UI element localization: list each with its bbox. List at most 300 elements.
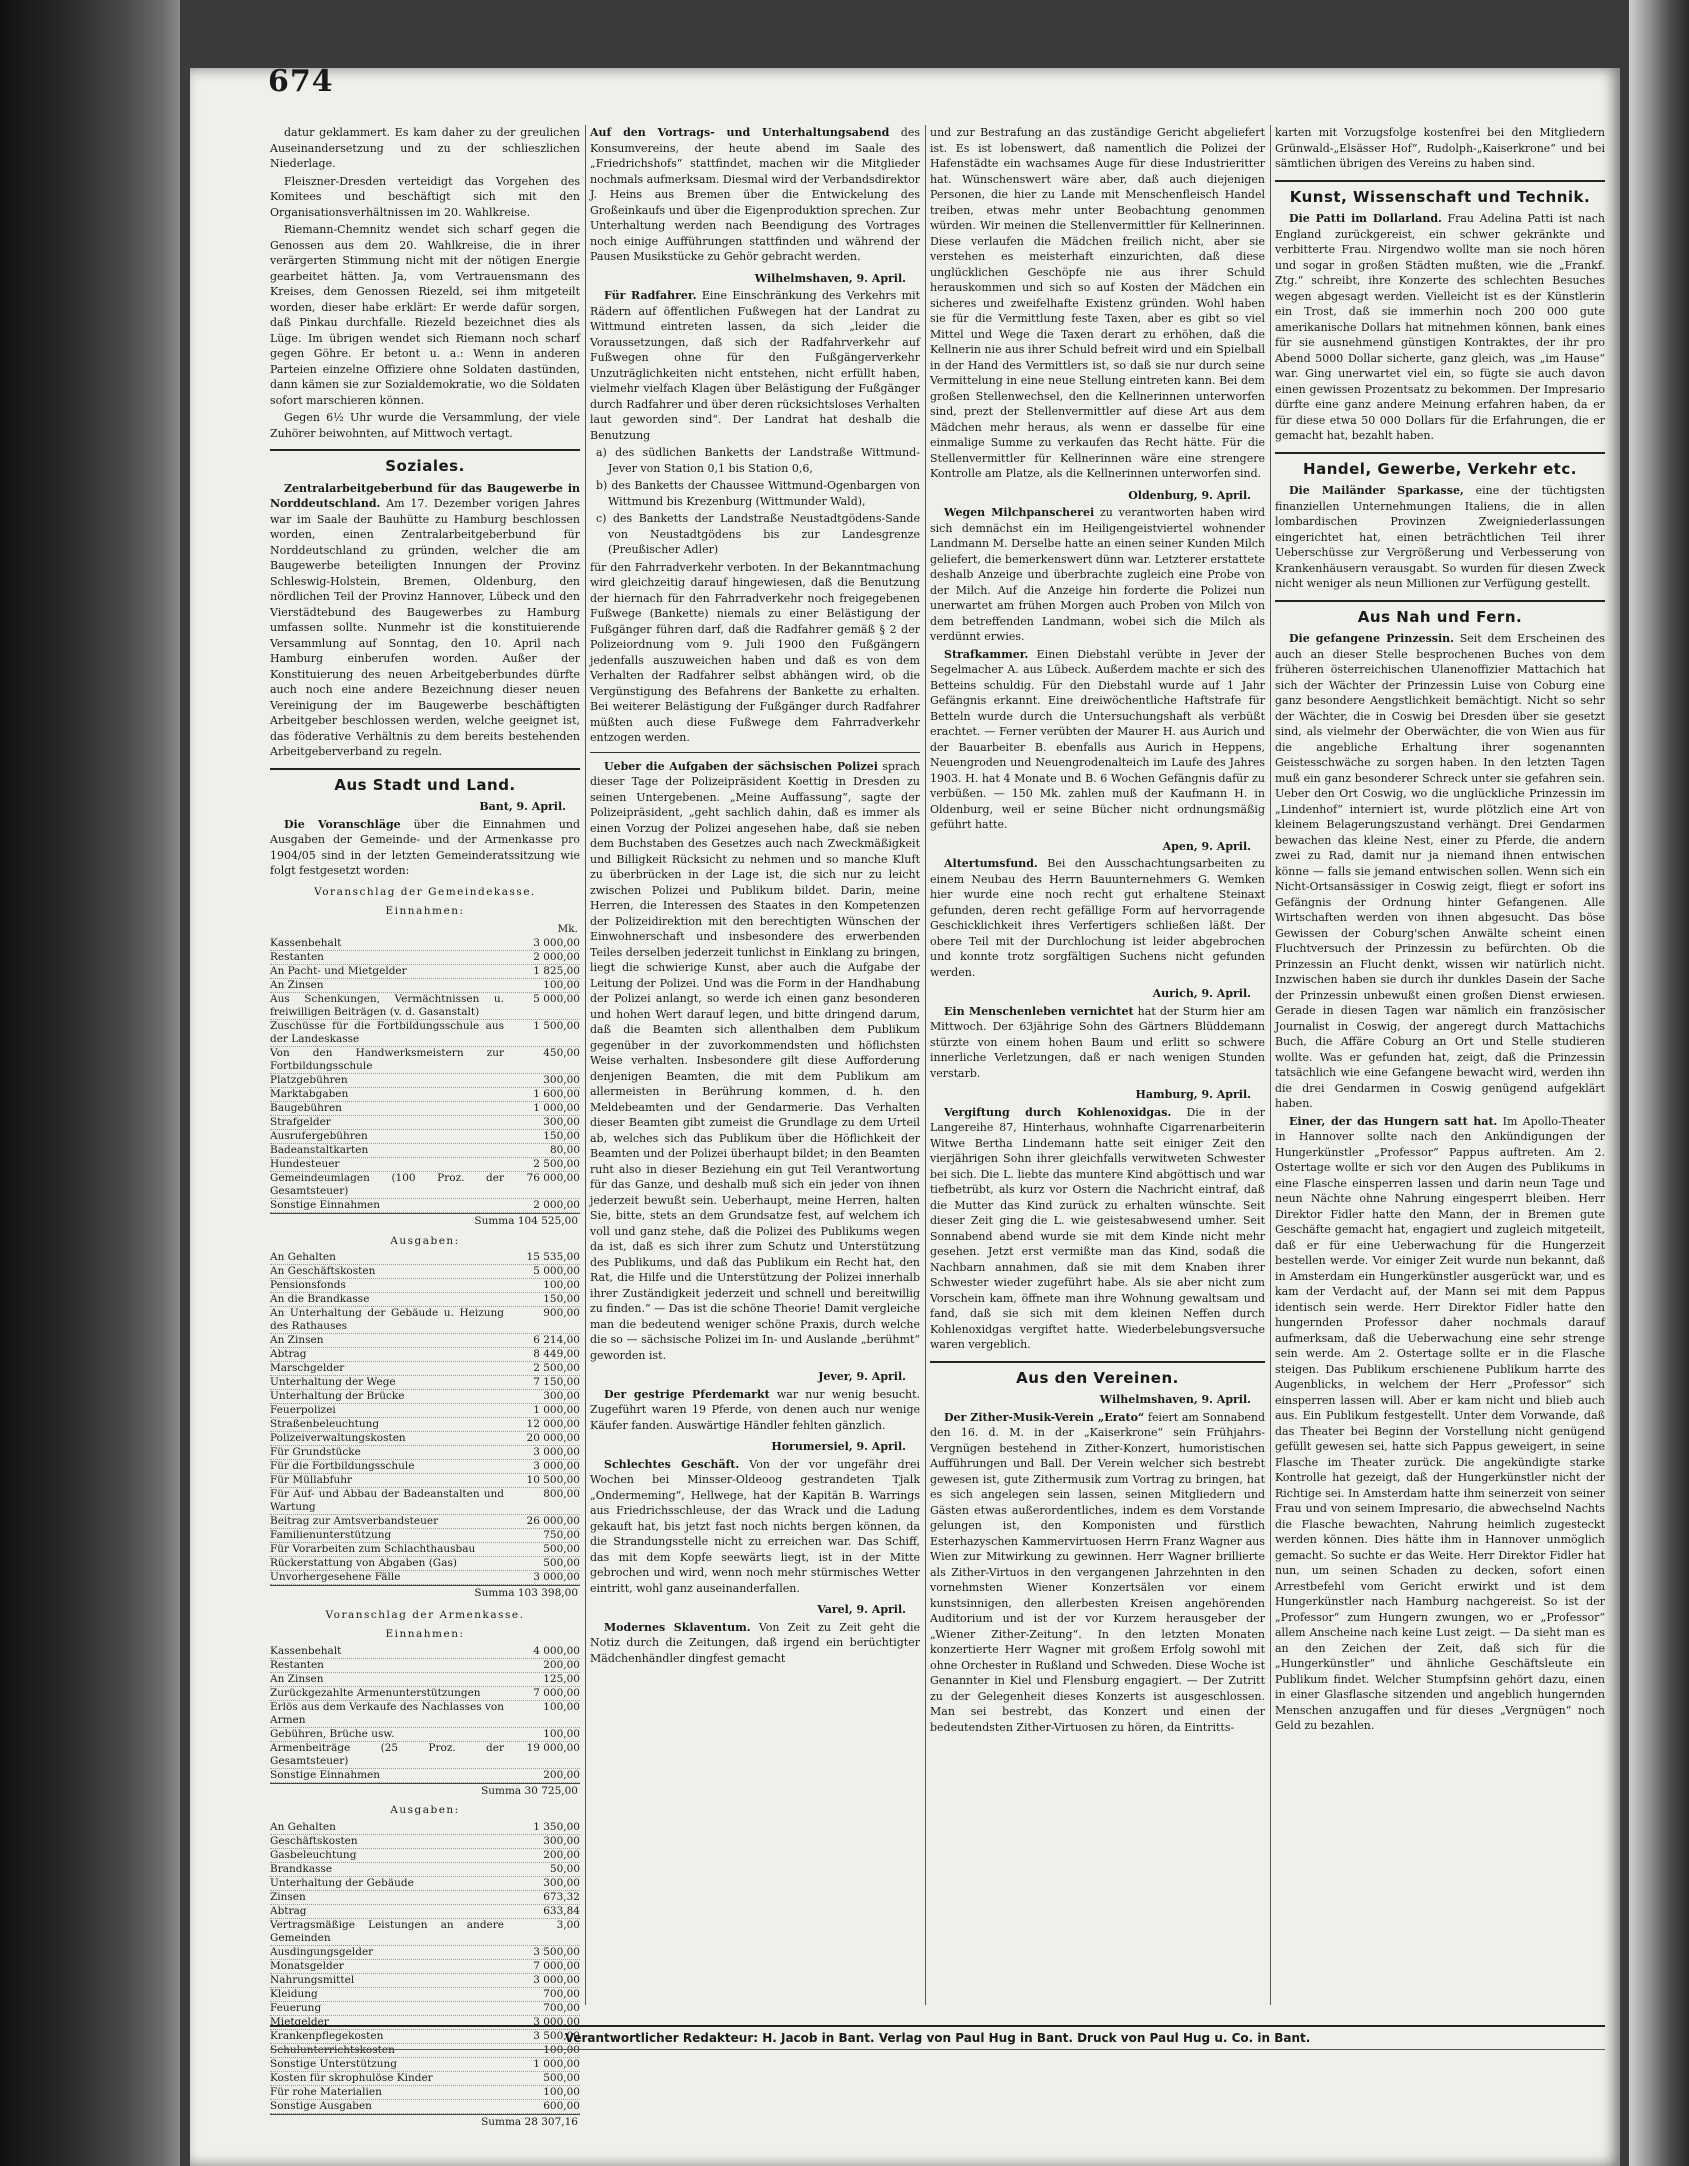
budget-row [270, 1199, 580, 1213]
budget-item: An Pacht- und Mietgelder [270, 965, 407, 977]
dateline: Hamburg, 9. April. [1135, 1088, 1251, 1101]
budget-item: Straßenbeleuchtung [270, 1418, 380, 1430]
budget-row [270, 1543, 580, 1557]
budget-amount: 2 500,00 [533, 1362, 580, 1374]
budget-row [270, 1946, 580, 1960]
budget-item: Für rohe Materialien [270, 2085, 382, 2098]
budget-row [270, 1645, 580, 1659]
budget-item: An Zinsen [270, 1334, 324, 1346]
budget-amount: 150,00 [543, 1293, 580, 1305]
budget-item: An Zinsen [270, 979, 324, 991]
budget-row [270, 1265, 580, 1279]
budget-amount: 3,00 [556, 1918, 580, 1931]
budget-item: Sonstige Unterstützung [270, 2057, 397, 2070]
budget-row [270, 1891, 580, 1905]
budget-sum: Summa 28 307,16 [270, 2114, 580, 2131]
budget-item: Mietgelder [270, 2015, 329, 2028]
budget-amount: 200,00 [543, 1848, 580, 1861]
article-title: Die Voranschläge [284, 817, 401, 831]
column-4 [1275, 125, 1605, 2005]
section-heading-soziales: Soziales. [270, 449, 580, 475]
budget-item: An Gehalten [270, 1251, 336, 1263]
budget-item: Restanten [270, 951, 324, 963]
budget-row [270, 2086, 580, 2100]
article [930, 1105, 1265, 1353]
column-3 [930, 125, 1265, 2005]
budget-amount: 300,00 [543, 1390, 580, 1402]
section-heading-handel: Handel, Gewerbe, Verkehr etc. [1275, 452, 1605, 478]
budget-row [270, 1404, 580, 1418]
budget-amount: 300,00 [543, 1876, 580, 1889]
budget-row [270, 1863, 580, 1877]
budget-item: Geschäftskosten [270, 1834, 358, 1847]
budget-row [270, 1769, 580, 1783]
budget-amount: 7 000,00 [533, 1959, 580, 1972]
budget-item: Rückerstattung von Abgaben (Gas) [270, 1557, 457, 1569]
budget-item: Erlös aus dem Verkaufe des Nachlasses von Armen [270, 1700, 504, 1726]
budget-row [270, 1293, 580, 1307]
budget-amount: 3 000,00 [533, 1460, 580, 1472]
list-item: c) des Banketts der Landstraße Neustadtgödens-Sande von Neustadtgödens bis zur Landesgrenze (Preußischer Adler) [596, 512, 920, 556]
intro-paragraphs [270, 125, 580, 441]
article-text: Von der vor ungefähr drei Wochen bei Minsser-Oldeoog gestrandeten Tjalk „Ondermeming“, Hellwege, hat der Kapitän B. Warrings aus Friedrichsschleuse, der das Wrack und die Ladung gekauft hat, bis jetzt fast noch nichts bergen können, da die Strandungsstelle nicht zu erreichen war. Das Schiff, das mit dem Kopfe seewärts liegt, ist in der Mitte gebrochen und wird, wenn noch mehr stürmisches Wetter eintritt, wohl ganz auseinanderfallen. [590, 1457, 920, 1595]
budget-row [270, 1116, 580, 1130]
budget-row [270, 1821, 580, 1835]
budget-item: Feuerung [270, 2001, 322, 2014]
dateline: Aurich, 9. April. [1152, 987, 1251, 1000]
budget-row [270, 1659, 580, 1673]
budget-amount: 1 000,00 [533, 1404, 580, 1416]
budget-title: Voranschlag der Armenkasse. [325, 1608, 525, 1621]
budget-row [270, 2072, 580, 2086]
budget-item: Für Grundstücke [270, 1446, 361, 1458]
budget-item: Beitrag zur Amtsverbandsteuer [270, 1515, 439, 1527]
article-title: Modernes Sklaventum. [604, 1620, 751, 1634]
dateline: Wilhelmshaven, 9. April. [754, 271, 906, 285]
budget-row [270, 1701, 580, 1728]
budget-row [270, 1390, 580, 1404]
budget-amount: 12 000,00 [526, 1418, 580, 1430]
budget-row [270, 1251, 580, 1265]
budget-item: Kleidung [270, 1987, 318, 2000]
budget-amount: 3 000,00 [533, 1973, 580, 1986]
article-text: sprach dieser Tage der Polizeipräsident Koettig in Dresden zu seinen Untergebenen. „Meine Auffassung“, sagte der Polizeipräsident, „geht sachlich dahin, daß es immer als einen Vorzug der Polizei angesehen habe, daß sie neben dem Buchstaben des Gesetzes auch nach Zweckmäßigkeit und Billigkeit Rücksicht zu nehmen und so manche Kluft zu überbrücken in der Lage ist, die sich nur zu leicht zwischen Polizei und Publikum bildet. Darin, meine Herren, die Interessen des Staates in den Kompetenzen der Polizeidirektion mit den berechtigten Wünschen der Einwohnerschaft und insbesondere des erwerbenden Teiles derselben jederzeit tunlichst in Einklang zu bringen, liegt die schwierige Kunst, aber auch die Aufgabe der Leitung der Polizei. Und was die Form in der Handhabung der Polizei anlangt, so werde ich einen ganz besonderen und hohen Wert darauf legen, und bitte dringend darum, daß die Beamten sich allenthalben dem Publikum gegenüber in der zuvorkommendsten und höflichsten Weise verhalten. Insbesondere gilt diese Aufforderung denjenigen Beamten, die mit dem Publikum am allermeisten in Berührung kommen, d. h. den Meldebeamten und der Gendarmerie. Das Verhalten dieser Beamten gibt zumeist die Grundlage zu dem Urteil ab, welches sich das Publikum über die Höflichkeit der Beamten und der Polizei überhaupt bildet; in den Beamten ruht also in dieser Beziehung ein gut Teil Verantwortung für das Ganze, und deshalb muß sich ein jeder von ihnen jederzeit bewußt sein. Ueberhaupt, meine Herren, halten Sie, bitte, stets an dem Grundsatze fest, auf welchem ich voll und ganz stehe, daß die Polizei des Publikums wegen da ist, daß es sich ihrer zum Schutz und Unterstützung des Publikums, und daß das Publikum ein Recht hat, den Rat, die Hilfe und die Unterstützung der Polizei innerhalb ihrer Zuständigkeit jederzeit und schnell und bereitwillig zu finden.“ — Das ist die schöne Theorie! Damit vergleiche man die bedeutend weniger schöne Praxis, durch welche die so — sächsische Polizei im In- und Auslande „berühmt“ geworden ist. [590, 759, 921, 1362]
budget-amount: 300,00 [543, 1116, 580, 1128]
budget-amount: 6 214,00 [533, 1334, 580, 1346]
budget-item: An Gehalten [270, 1820, 336, 1833]
budget-amount: 1 500,00 [533, 1020, 580, 1032]
article-title: Ueber die Aufgaben der sächsischen Polizei [604, 759, 878, 773]
budget-amount: 150,00 [543, 1130, 580, 1142]
article-title: Der gestrige Pferdemarkt [604, 1387, 770, 1401]
budget-rows [270, 1821, 580, 2114]
section-heading-stadt: Aus Stadt und Land. [270, 768, 580, 794]
budget-amount: 19 000,00 [526, 1741, 580, 1754]
budget-item: Für Vorarbeiten zum Schlachthausbau [270, 1543, 476, 1555]
budget-row [270, 1172, 580, 1199]
section-heading-kunst: Kunst, Wissenschaft und Technik. [1275, 180, 1605, 206]
article-title: Ein Menschenleben vernichtet [944, 1004, 1134, 1018]
budget-amount: 750,00 [543, 1529, 580, 1541]
book-binding [0, 0, 180, 2166]
article-title: Altertumsfund. [944, 857, 1038, 870]
imprint-footer: Verantwortlicher Redakteur: H. Jacob in Bant. Verlag von Paul Hug in Bant. Druck von Paul Hug u. Co. in Bant. [270, 2025, 1605, 2050]
budget-item: Unvorhergesehene Fälle [270, 1571, 401, 1583]
article-title: Vergiftung durch Kohlenoxidgas. [944, 1105, 1172, 1119]
budget-item: Abtrag [270, 1904, 307, 1917]
article-text: hat der Sturm hier am Mittwoch. Der 63jährige Sohn des Gärtners Blüddemann stürzte von einem hohen Baum und erlitt so schwere innerliche Verletzungen, daß er nach wenigen Stunden verstarb. [930, 1004, 1266, 1080]
income-label: Einnahmen: [385, 1628, 465, 1640]
budget-sum: Summa 104 525,00 [270, 1213, 580, 1230]
budget-row [270, 1362, 580, 1376]
article-text: zu verantworten haben wird sich demnächst ein im Heiligengeistviertel wohnender Landmann M. Derselbe hatte an einen seiner Kunden Milch geliefert, die bemerkenswert dünn war. Letzterer erstattete deshalb Anzeige und überbrachte zugleich eine Probe von der Milch. Auf die Anzeige hin forderte die Polizei nun unerwartet am frühen Morgen auch Proben von Milch von dem betreffenden Landmann, wobei sich die Milch als verdünnt erwies. [930, 506, 1265, 643]
budget-item: Aus Schenkungen, Vermächtnissen u. freiwilligen Beiträgen (v. d. Gasanstalt) [270, 993, 504, 1018]
dateline: Oldenburg, 9. April. [1128, 488, 1251, 502]
expense-label: Ausgaben: [390, 1804, 460, 1816]
budget-row [270, 1020, 580, 1047]
budget-amount: 3 000,00 [533, 2015, 580, 2028]
budget-item: Nahrungsmittel [270, 1973, 355, 1986]
budget-row [270, 1047, 580, 1074]
budget-row [270, 1158, 580, 1172]
list-item: b) des Banketts der Chaussee Wittmund-Ogenbargen von Wittmund bis Krezenburg (Wittmunder Wald), [596, 479, 920, 508]
budget-amount: 50,00 [549, 1862, 580, 1875]
dateline: Jever, 9. April. [818, 1370, 906, 1383]
budget-item: Hundesteuer [270, 1158, 340, 1170]
dateline: Varel, 9. April. [817, 1603, 906, 1616]
budget-row [270, 1418, 580, 1432]
article-list [590, 445, 920, 558]
column-rule [1270, 125, 1271, 2005]
budget-sum: Summa 103 398,00 [270, 1585, 580, 1602]
budget-row [270, 1571, 580, 1585]
section-heading-vereine: Aus den Vereinen. [930, 1361, 1265, 1387]
budget-amount: 3 000,00 [533, 1446, 580, 1458]
article-title: Die Patti im Dollarland. [1289, 212, 1442, 225]
article-title: Die Mailänder Sparkasse, [1289, 484, 1464, 497]
budget-amount: 1 000,00 [533, 2057, 580, 2070]
budget-sum: Summa 30 725,00 [270, 1783, 580, 1800]
article [1275, 1114, 1605, 1734]
budget-item: Baugebühren [270, 1102, 342, 1114]
article [590, 1387, 920, 1434]
article-title: Einer, der das Hungern satt hat. [1289, 1114, 1498, 1128]
budget-item: Zinsen [270, 1890, 306, 1903]
budget-amount: 15 535,00 [526, 1251, 580, 1263]
article-text: Die in der Langereihe 87, Hinterhaus, wohnhafte Cigarrenarbeiterin Witwe Bertha Lindemann hatte seit einiger Zeit den vierjährigen Sohn ihrer gleichfalls verwitweten Schwester bei sich. Die L. liebte das muntere Kind abgöttisch und war tiefbetrübt, als kurz vor Ostern die Nachricht eintraf, daß die Mutter das Kind zurück zu erhalten wünschte. Seit dieser Zeit ging die L. wie geistesabwesend umher. Seit Sonnabend abend wurde sie mit dem Kinde nicht mehr gesehen. Jetzt erst vermißte man das Kind, sodaß die Nachbarn annahmen, daß sie mit dem Knaben ihrer Schwester wieder zugeführt habe. Als sie aber nicht zum Vorschein kam, öffnete man ihre Wohnung gewaltsam und fand, daß sie sich mit dem kleinen Neffen durch Kohlenoxidgas vergiftet hatte. Wiederbelebungsversuche waren vergeblich. [930, 1105, 1265, 1351]
article [270, 817, 580, 879]
budget-row [270, 1432, 580, 1446]
article-title: Die gefangene Prinzessin. [1289, 632, 1454, 645]
budget-item: Gebühren, Brüche usw. [270, 1727, 395, 1740]
budget-amount: 3 000,00 [533, 937, 580, 949]
budget-amount: 1 350,00 [533, 1820, 580, 1833]
budget-item: Krankenpflegekosten [270, 2029, 384, 2042]
budget-item: Unterhaltung der Brücke [270, 1390, 405, 1402]
article-paragraph: Gegen 6½ Uhr wurde die Versammlung, der viele Zuhörer beiwohnten, auf Mittwoch vertagt. [270, 411, 580, 440]
budget-row [270, 965, 580, 979]
budget-item: An Zinsen [270, 1672, 324, 1685]
column-rule [585, 125, 586, 2005]
article-text: Im Apollo-Theater in Hannover sollte nach den Ankündigungen der Hungerkünstler „Professor“ Pappus auftreten. Am 2. Ostertage wollte er sich vor den Augen des Publikums in eine Flasche einsperren lassen und darin neun Tage und neun Nächte ohne Nahrung eingesperrt bleiben. Herr Direktor Fidler hatte den Mann, der in Bremen gute Geschäfte gemacht hat, engagiert und zugleich mitgeteilt, daß er für eine Ueberwachung für die Hungerzeit bestellen werde. Vor einiger Zeit wurde nun bekannt, daß in Amsterdam ein Hungerkünstler ausgerückt war, und es kam der Verdacht auf, der Mann sei mit dem Pappus identisch sein werde. Herr Direktor Fidler hatte den hungernden Professor daher nochmals darauf aufmerksam, daß die Ueberwachung eine sehr strenge sein werde. Am 2. Ostertage sollte er in die Flasche steigen. Das Publikum erschienene Publikum harrte des Augenblicks, in welchem der Herr „Professor“ sich einsperren lassen will. Aber er kam nicht und blieb auch aus. Ein Publikum festgestellt. Unter dem Vorwande, daß das Theater bei Beginn der Vorstellung nicht genügend gefüllt gewesen sei, hatte sich Pappus geweigert, in seine Flasche im Theater zurück. Die angekündigte starke Kontrolle hat gezeigt, daß der Hungerkünstler nicht der Richtige sei. In Amsterdam hatte ihm seinerzeit von seiner Frau und von seinem Impresario, die abwechselnd Nachts die Flasche bewachten, Nahrung heimlich zugesteckt werden können. Dies hätte ihm in Hannover unmöglich gemacht. So suchte er das Weite. Herr Direktor Fidler hat nun, um seinen Schaden zu decken, sofort einen Arrestbefehl vom Gericht erwirkt und ist dem Hungerkünstler nach Hamburg nachgereist. So ist der „Professor“ zum Hungern zwungen, wo er „Professor“ allem Anscheine nach keine Lust zeigt. — Da sieht man es an den Zeichen der Zeit, daß sich für die „Hungerkünstler“ und ähnliche Geschäftsleute ein Publikum findet. Welcher Stumpfsinn gehört dazu, einen in einer Glasflasche sitzenden und angeblich hungernden Menschen anzugaffen und für dieses „Vergnügen“ noch Geld zu bezahlen. [1275, 1114, 1606, 1732]
column-1 [270, 125, 580, 2128]
budget-item: Sonstige Ausgaben [270, 2099, 372, 2112]
budget-amount: 100,00 [543, 2043, 580, 2056]
article-text: und zur Bestrafung an das zuständige Gericht abgeliefert ist. Es ist lobenswert, daß namentlich die Polizei der Hafenstädte ein wachsames Auge für diese Industrieritter hat. Wünschenswert wäre aber, daß auch diejenigen Personen, die hier zu Lande mit Menschenfleisch Handel treiben, etwas mehr unter Beobachtung genommen würden. Wir meinen die Stellenvermittler für Kellnerinnen. Diese verlaufen die Mädchen freilich nicht, aber sie verstehen es meisterhaft einzurichten, daß diese unglücklichen Geschöpfe nie aus ihrer Schuld herauskommen und sich so auf Kosten der Mädchen ein sicheres und zweifelhafte Existenz gründen. Wohl haben sie für die Vermittlung feste Taxen, aber es gibt so viel Mittel und Wege die Taxen derart zu erhöhen, daß die Kellnerin nie aus ihrer Schuld befreit wird und ein Spielball in der Hand des Vermittlers ist, so daß sie nur durch seine Vermittelung in eine neue Stellung eintreten kann. Bei dem großen Stellenwechsel, den die Kellnerinnen unterworfen sind, prezt der Stellenvermittler auf diese Art aus dem Mädchen mehr heraus, als wenn er dasselbe für eine einmalige Summe zu verkaufen das Recht hätte. Für die Stellenvermittler für Kellnerinnen wäre eine strengere Kontrolle am Platze, als die Kellnerinnen unterworfen sind. [930, 126, 1265, 480]
budget-rows [270, 937, 580, 1213]
article-title: Strafkammer. [944, 647, 1029, 661]
article [930, 856, 1265, 980]
article-text: eine der tüchtigsten finanziellen Unternehmungen Italiens, die in allen lombardischen Provinzen Zweigniederlassungen eingerichtet hat, einen beträchtlichen Teil ihrer Ueberschüsse zur Vergrößerung und Verbesserung von Krankenhäusern verausgabt. So wurden für diesen Zweck nicht weniger als neun Millionen zur Verfügung gestellt. [1275, 484, 1605, 590]
budget-row [270, 2002, 580, 2016]
expense-label: Ausgaben: [390, 1234, 460, 1247]
budget-row [270, 1687, 580, 1701]
budget-amount: 125,00 [543, 1672, 580, 1685]
article [590, 759, 920, 1364]
article [590, 1457, 920, 1597]
budget-row [270, 1728, 580, 1742]
budget-item: Pensionsfonds [270, 1279, 346, 1291]
budget-row [270, 1974, 580, 1988]
budget-row [270, 1877, 580, 1891]
budget-row [270, 1988, 580, 2002]
budget-item: Abtrag [270, 1348, 307, 1360]
budget-amount: 1 000,00 [533, 1102, 580, 1114]
budget-row [270, 1905, 580, 1919]
article-text: Frau Adelina Patti ist nach England zurückgereist, ein schwer gekränkte und verbitterte Frau. Nirgendwo wollte man sie noch hören und sogar in großen Städten mußten, wie die „Frankf. Ztg.“ schreibt, ihre Konzerte des schlechten Besuches wegen abgesagt werden. Vielleicht ist es der Künstlerin ein Trost, daß sie immerhin noch 200 000 gute amerikanische Dollars hat mitnehmen können, bank eines für sie ausnehmend günstigen Kontraktes, der ihr pro Abend 5000 Dollar sicherte, ganz gleich, was „im Hause“ war. Ging unerwartet viel ein, so fügte sie auch davon einen gewissen Prozentsatz zu bekommen. Der Impresario dürfte eine ganz andere Meinung erfahren haben, da er für diese etwa 50 000 Dollars für die Erfahrungen, die er gemacht hat, bezahlt haben. [1275, 212, 1605, 442]
article [930, 647, 1265, 833]
budget-row [270, 1446, 580, 1460]
budget-row [270, 1144, 580, 1158]
budget-row [270, 1835, 580, 1849]
budget-item: Marktabgaben [270, 1088, 349, 1100]
budget-item: Monatsgelder [270, 1959, 344, 1972]
budget-amount: 2 000,00 [533, 1199, 580, 1211]
budget-item: Ausrufergebühren [270, 1130, 368, 1142]
budget-amount: 100,00 [543, 1279, 580, 1291]
budget-item: Kassenbehalt [270, 937, 342, 949]
column-rule [925, 125, 926, 2005]
budget-amount: 1 600,00 [533, 1088, 580, 1100]
budget-amount: 20 000,00 [526, 1432, 580, 1444]
budget-amount: 633,84 [543, 1904, 580, 1917]
budget-row [270, 1130, 580, 1144]
budget-amount: 300,00 [543, 1074, 580, 1086]
article-text: Von Zeit zu Zeit geht die Notiz durch die Zeitungen, daß irgend ein berüchtigter Mädchenhändler dingfest gemacht [590, 1620, 920, 1665]
budget-item: Sonstige Einnahmen [270, 1199, 381, 1211]
budget-item: An die Brandkasse [270, 1293, 370, 1305]
budget-amount: 80,00 [549, 1144, 580, 1156]
budget-row [270, 1334, 580, 1348]
budget-amount: 300,00 [543, 1834, 580, 1847]
budget-row [270, 1742, 580, 1769]
budget-item: Strafgelder [270, 1116, 331, 1128]
budget-amount: 4 000,00 [533, 1644, 580, 1657]
budget-row [270, 1557, 580, 1571]
dateline: Wilhelmshaven, 9. April. [1099, 1393, 1251, 1406]
budget-amount: 3 000,00 [533, 1571, 580, 1583]
budget-amount: 7 150,00 [533, 1376, 580, 1388]
budget-row [270, 979, 580, 993]
budget-row [270, 1460, 580, 1474]
budget-row [270, 1074, 580, 1088]
budget-row [270, 1919, 580, 1946]
article-text: Am 17. Dezember vorigen Jahres war im Saale der Bauhütte zu Hamburg beschlossen worden, einen Zentralarbeitgeberbund für Norddeutschland zu gründen, welcher die am Baugewerbe beteiligten Innungen der Provinz Schleswig-Holstein, Bremen, Oldenburg, den nördlichen Teil der Provinz Hannover, Lübeck und den Vierstädtebund des Baugewerbes zu Hamburg umfassen sollte. Nunmehr ist die konstituierende Versammlung auf Sonntag, den 10. April nach Hamburg einberufen worden. Außer der Konstituierung des neuen Arbeitgeberbundes dürfte auch noch eine andere Bezeichnung dieser neuen Vereinigung der im Baugewerbe beschäftigten Arbeitgeber beschlossen werden, welche geeignet ist, das föderative Verhältnis zu dem bereits bestehenden Arbeitgeberverband zu regeln. [270, 497, 580, 758]
budget-amount: 8 449,00 [533, 1348, 580, 1360]
article-text: des Konsumvereins, der heute abend im Saale des „Friedrichshofs“ stattfindet, machen wir die Mitglieder nochmals aufmerksam. Diesmal wird der Verbandsdirektor J. Heins aus Bremen über die Entwickelung des Großeinkaufs und über die Eigenproduktion sprechen. Zur Unterhaltung werden nach Beendigung des Vortrages noch einige Aufführungen stattfinden und während der Pausen Musikstücke zu Gehör gebracht werden. [590, 126, 920, 263]
article-text: Seit dem Erscheinen des auch an dieser Stelle besprochenen Buches von dem früheren österreichischen Ulanenoffizier Mattachich hat sich der Wächter der Prinzessin Luise von Coburg eine ganz besondere Aengstlichkeit bemächtigt. Nicht so sehr der Wächter, die in Coswig bei Dresden über sie gesetzt sind, als vielmehr der Oberwächter, die von Wien aus für die angebliche Erhaltung ihrer sogenannten Geistesschwäche zu sorgen haben. In den letzten Tagen muß ein ganz besonderer Schreck unter sie gefahren sein. Ueber den Ort Coswig, wo die unglückliche Prinzessin im „Lindenhof“ interniert ist, wurde plötzlich eine Art von kleinem Belagerungszustand verhängt. Drei Gendarmen bewachen das kleine Nest, einer zu Pferde, die andern zwei zu Rad, damit nur ja niemand ihnen entwischen könne — falls sie jemand entwischen sollen. Wenn sich ein Nicht-Ortsansässiger in Coswig zeigt, fliegt er sofort ins Gefängnis der Ordnung hinter Gefangenen. Alle Wirtschaften werden von ihnen abgesucht. Das böse Gewissen der Coburg'schen Anwälte scheint einen Fluchtversuch der Prinzessin zu befürchten. Ob die Prinzessin an Flucht denkt, wissen wir natürlich nicht. Inzwischen haben sie durch ihr dunkles Dasein der Sache der Prinzessin unbewußt einen großen Dienst erwiesen. Gerade in diesen Tagen war nämlich ein französischer Journalist in Coswig, der angeregt durch Mattachichs Buch, die Affäre Coburg an Ort und Stelle studieren wollte. Was er gefunden hat, zeigt, daß die Prinzessin tatsächlich wie eine Gefangene bewacht wird, werden ihn die drei Gendarmen in Coswig genügend aufgeklärt haben. [1275, 632, 1605, 1110]
budget-row [270, 993, 580, 1020]
budget-item: Für Auf- und Abbau der Badeanstalten und Wartung [270, 1488, 504, 1513]
article [270, 481, 580, 760]
budget-row [270, 951, 580, 965]
budget-item: An Geschäftskosten [270, 1265, 376, 1277]
budget-amount: 3 500,00 [533, 1945, 580, 1958]
budget-amount: 1 825,00 [533, 965, 580, 977]
budget-amount: 5 000,00 [533, 1265, 580, 1277]
article-text: für den Fahrradverkehr verboten. In der Bekanntmachung wird gleichzeitig darauf hingewiesen, daß die Benutzung der hiernach für den Fahrradverkehr noch freigegebenen Fußwege (Bankette) niemals zu einer Belästigung der Fußgänger führen darf, daß die Radfahrer gemäß § 2 der Polizeiordnung vom 9. Juli 1900 den Fußgängern jedenfalls auszuweichen haben und daß es von dem Verhalten der Radfahrer selbst abhängen wird, ob die Vergünstigung des Befahrens der Bankette zu erhalten. Bei weiterer Belästigung der Fußgänger durch Radfahrer müßten auch diese Fußwege dem Fahrradverkehr entzogen werden. [590, 560, 920, 744]
budget-row [270, 1960, 580, 1974]
budget-armen [270, 1608, 580, 2131]
article-title: Der Zither-Musik-Verein „Erato“ [944, 1410, 1145, 1424]
budget-rows [270, 1251, 580, 1585]
budget-amount: 26 000,00 [526, 1515, 580, 1527]
budget-item: Feuerpolizei [270, 1404, 336, 1416]
budget-item: Schulunterrichtskosten [270, 2043, 395, 2056]
article [1275, 483, 1605, 592]
budget-amount: 600,00 [543, 2099, 580, 2112]
budget-amount: 100,00 [543, 979, 580, 991]
budget-item: Familienunterstützung [270, 1529, 392, 1541]
budget-amount: 5 000,00 [533, 993, 580, 1005]
budget-title: Voranschlag der Gemeindekasse. [314, 885, 536, 898]
article-text: Eine Einschränkung des Verkehrs mit Rädern auf öffentlichen Fußwegen hat der Landrat zu Wittmund eintreten lassen, da sich „leider die Voraussetzungen, daß sich der Radfahrverkehr auf Fußwegen ohne für den Fußgängerverkehr Unzuträglichkeiten nicht entstehen, nicht erfüllt haben, vielmehr vielfach Klagen über Belästigung der Fußgänger durch Radfahrer und über deren rücksichtsloses Verhalten laut geworden sind“. Der Landrat hat deshalb die Benutzung [590, 289, 921, 442]
article-text: karten mit Vorzugsfolge kostenfrei bei den Mitgliedern Grünwald-„Elsässer Hof“, Rudolph-„Kaiserkrone“ und bei sämtlichen übrigen des Vereins zu haben sind. [1275, 126, 1605, 170]
budget-row [270, 1307, 580, 1334]
budget-row [270, 1279, 580, 1293]
article-text: Einen Diebstahl verübte in Jever der Segelmacher A. aus Lübeck. Außerdem machte er sich des Betteins schuldig. Für den Diebstahl wurde auf 1 Jahr Gefängnis erkannt. Eine dreiwöchentliche Haftstrafe für Betteln wurde durch die Untersuchungshaft als verbüßt erachtet. — Ferner verübten der Maurer H. aus Aurich und der Bauarbeiter B. ebenfalls aus Aurich in Heppens, Neuengroden und Neuengrodenalteich im Laufe des Jahres 1903. H. hat 4 Monate und B. 6 Wochen Gefängnis dafür zu verbüßen. — 150 Mk. zahlen muß der Kaufmann H. in Oldenburg, weil er seine Bücher nicht ordnungsmäßig geführt hatte. [930, 647, 1265, 831]
budget-amount: 3 500,00 [533, 2029, 580, 2042]
budget-item: Gasbeleuchtung [270, 1848, 357, 1861]
budget-amount: 700,00 [543, 2001, 580, 2014]
budget-item: Brandkasse [270, 1862, 333, 1875]
article-title: Zentralarbeitgeberbund für das Baugewerbe in Norddeutschland. [270, 481, 580, 510]
dateline: Horumersiel, 9. April. [771, 1440, 906, 1453]
budget-amount: 900,00 [543, 1307, 580, 1319]
section-heading-nah-fern: Aus Nah und Fern. [1275, 600, 1605, 626]
budget-item: Polizeiverwaltungskosten [270, 1432, 406, 1444]
budget-amount: 500,00 [543, 1557, 580, 1569]
article-rule [590, 752, 920, 753]
article [590, 288, 920, 443]
budget-row [270, 937, 580, 951]
budget-amount: 673,32 [543, 1890, 580, 1903]
article-title: Wegen Milchpanscherei [944, 506, 1095, 519]
budget-row [270, 1673, 580, 1687]
budget-row [270, 2058, 580, 2072]
budget-row [270, 1474, 580, 1488]
column-2 [590, 125, 920, 2005]
budget-amount: 800,00 [543, 1488, 580, 1500]
article-paragraph: datur geklammert. Es kam daher zu der greulichen Auseinandersetzung und zu der schlieszlichen Niederlage. [270, 126, 580, 170]
budget-item: Marschgelder [270, 1362, 345, 1374]
budget-item: Gemeindeumlagen (100 Proz. der Gesamtsteuer) [270, 1172, 504, 1197]
currency-label: Mk. [557, 922, 578, 935]
list-item: a) des südlichen Banketts der Landstraße Wittmund-Jever von Station 0,1 bis Station 0,6, [596, 446, 920, 475]
budget-item: Platzgebühren [270, 1074, 348, 1086]
page-number: 674 [268, 64, 334, 99]
budget-item: Zuschüsse für die Fortbildungsschule aus der Landeskasse [270, 1020, 504, 1045]
budget-amount: 500,00 [543, 2071, 580, 2084]
budget-item: Vertragsmäßige Leistungen an andere Gemeinden [270, 1918, 504, 1944]
budget-item: Für Müllabfuhr [270, 1474, 353, 1486]
article [1275, 211, 1605, 444]
budget-item: Kosten für skrophulöse Kinder [270, 2071, 433, 2084]
budget-rows [270, 1645, 580, 1783]
article-text: war nur wenig besucht. Zugeführt waren 19 Pferde, von denen auch nur wenige Käufer fanden. Auswärtige Händler fehlten gänzlich. [590, 1387, 920, 1432]
budget-row [270, 1102, 580, 1116]
budget-row [270, 1088, 580, 1102]
budget-item: Unterhaltung der Wege [270, 1376, 396, 1388]
article-paragraph: Fleiszner-Dresden verteidigt das Vorgehen des Komitees und beschäftigt sich mit den Organisationsverhältnissen im 20. Wahlkreise. [270, 174, 580, 219]
budget-amount: 2 500,00 [533, 1158, 580, 1170]
budget-amount: 700,00 [543, 1987, 580, 2000]
budget-row [270, 2100, 580, 2114]
budget-amount: 100,00 [543, 1700, 580, 1713]
budget-row [270, 1849, 580, 1863]
article-title: Auf den Vortrags- und Unterhaltungsabend [590, 126, 890, 139]
article [590, 1620, 920, 1667]
budget-item: Ausdingungsgelder [270, 1945, 374, 1958]
dateline: Apen, 9. April. [1162, 839, 1251, 853]
article-text: über die Einnahmen und Ausgaben der Gemeinde- und der Armenkasse pro 1904/05 sind in der letzten Gemeinderatssitzung wie folgt festgesetzt worden: [270, 817, 580, 877]
budget-row [270, 1376, 580, 1390]
budget-row [270, 1348, 580, 1362]
budget-item: Zurückgezahlte Armenunterstützungen [270, 1686, 481, 1699]
budget-item: Von den Handwerksmeistern zur Fortbildungsschule [270, 1047, 504, 1072]
budget-item: An Unterhaltung der Gebäude u. Heizung des Rathauses [270, 1307, 504, 1332]
article [930, 505, 1265, 645]
dateline: Bant, 9. April. [479, 800, 566, 813]
budget-amount: 450,00 [543, 1047, 580, 1059]
budget-amount: 7 000,00 [533, 1686, 580, 1699]
budget-amount: 500,00 [543, 1543, 580, 1555]
income-label: Einnahmen: [385, 905, 465, 917]
budget-item: Für die Fortbildungsschule [270, 1460, 415, 1472]
article-text: feiert am Sonnabend den 16. d. M. in der „Kaiserkrone“ sein Frühjahrs-Vergnügen bestehend in Zither-Konzert, humoristischen Aufführungen und Ball. Der Verein welcher sich bestrebt gewesen ist, gute Zithermusik zum Vortrag zu bringen, hat es sich angelegen sein lassen, seinen Mitgliedern und Gästen etwas außerordentliches, indem es dem Vorstande gelungen ist, den Komponisten und fürstlich Esterhazyschen Kammervirtuosen Herrn Franz Wagner aus Wien zur Mitwirkung zu gewinnen. Herr Wagner brillierte als Zither-Virtuos in den vergangenen Jahrzehnten in den vornehmsten Wiener Konzertsälen vor einem kunstsinnigen, den allerbesten Kreisen angehörenden Auditorium und ist der vor Kurzem herausgeber der „Wiener Zither-Zeitung“. In den letzten Monaten konzertierte Herr Wagner mit großem Erfolg sowohl mit ohne Orchester in Rußland und Schweden. Diese Woche ist Genannter in Kiel und Flensburg engagiert. — Der Zutritt zu der Gelegenheit dieses Konzerts ist ausgeschlossen. Man sei bestrebt, das Konzert und einen der bedeutendsten Zither-Virtuosen zu hören, da Eintritts- [930, 1410, 1266, 1734]
article-paragraph: Riemann-Chemnitz wendet sich scharf gegen die Genossen aus dem 20. Wahlkreise, die in ihrer verärgerten Stimmung nicht mit der nötigen Energie gearbeitet hätten. Ja, vom Vertrauensmann des Kreises, dem Genossen Riezeld, sei ihm mitgeteilt worden, dieser habe erklärt: Er werde dafür sorgen, daß Pinkau durchfalle. Riezeld bezeichnet dies als Lüge. Im übrigen wendet sich Riemann noch scharf gegen Göhre. Er betont u. a.: Wenn in anderen Parteien einzelne Offiziere ohne Soldaten dastünden, dann kämen sie zur Sozialdemokratie, wo die Soldaten sofort marschieren können. [270, 223, 580, 407]
budget-row [270, 1488, 580, 1515]
budget-amount: 10 500,00 [526, 1474, 580, 1486]
budget-amount: 2 000,00 [533, 951, 580, 963]
budget-amount: 76 000,00 [526, 1172, 580, 1184]
budget-amount: 100,00 [543, 1727, 580, 1740]
budget-item: Restanten [270, 1658, 324, 1671]
budget-amount: 200,00 [543, 1658, 580, 1671]
article [1275, 631, 1605, 1112]
article-title: Schlechtes Geschäft. [604, 1457, 740, 1471]
article [590, 125, 920, 265]
budget-item: Badeanstaltkarten [270, 1144, 369, 1156]
budget-item: Kassenbehalt [270, 1644, 342, 1657]
budget-gemeinde [270, 885, 580, 1602]
budget-item: Unterhaltung der Gebäude [270, 1876, 414, 1889]
article-title: Für Radfahrer. [604, 289, 697, 302]
budget-amount: 200,00 [543, 1768, 580, 1781]
budget-item: Sonstige Einnahmen [270, 1768, 381, 1781]
article-text: Bei den Ausschachtungsarbeiten zu einem Neubau des Herrn Bauunternehmers G. Wemken hier wurde eine noch recht gut erhaltene Steinaxt gefunden, deren recht gefällige Form auf hervorragende Geschicklichkeit ihres Verfertigers schließen läßt. Der obere Teil mit der Durchlochung ist leider abgebrochen und konnte trotz sorgfältigen Suchens nicht gefunden werden. [930, 857, 1265, 979]
page-edge [1629, 0, 1689, 2166]
